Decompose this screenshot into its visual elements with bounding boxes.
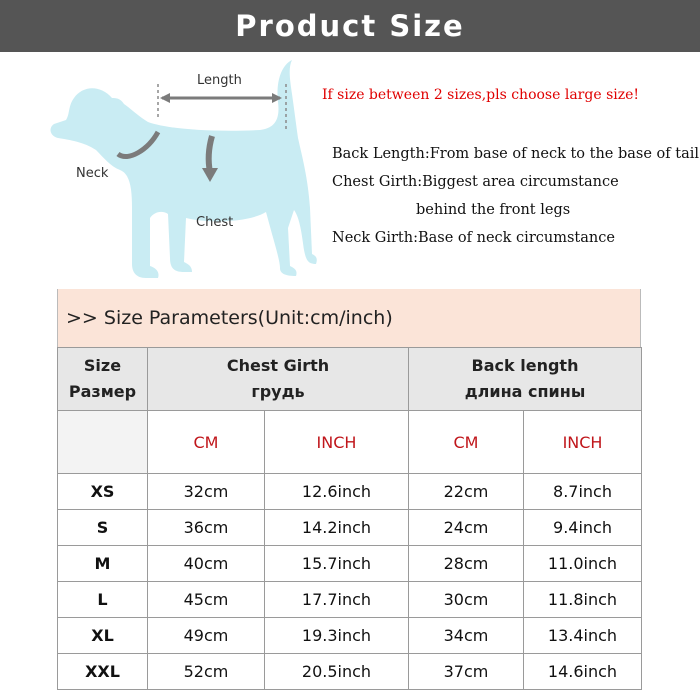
back-inch-cell: 9.4inch (524, 510, 642, 546)
page-title: Product Size (235, 9, 465, 43)
chest-cm-cell: 40cm (148, 546, 265, 582)
back-header-en: Back length (471, 356, 579, 375)
measurement-definitions (332, 140, 700, 252)
size-cell: S (58, 510, 148, 546)
chest-girth-definition-cont: behind the front legs (416, 202, 571, 218)
size-table (57, 347, 642, 690)
length-label: Length (197, 73, 242, 88)
chest-column-header (148, 348, 409, 411)
back-cm-cell: 28cm (409, 546, 524, 582)
size-cell: M (58, 546, 148, 582)
chest-inch-cell: 14.2inch (265, 510, 409, 546)
dog-diagram (40, 58, 330, 298)
chest-inch-cell: 12.6inch (265, 474, 409, 510)
unit-cell: INCH (524, 411, 642, 474)
table-row (58, 582, 642, 618)
chest-cm-cell: 49cm (148, 618, 265, 654)
size-column-header (58, 348, 148, 411)
chest-cm-cell: 45cm (148, 582, 265, 618)
table-row (58, 510, 642, 546)
chest-girth-definition: Chest Girth:Biggest area circumstance (332, 174, 619, 190)
size-cell: L (58, 582, 148, 618)
chest-label: Chest (196, 215, 234, 230)
chest-inch-cell: 15.7inch (265, 546, 409, 582)
unit-cell: CM (148, 411, 265, 474)
size-header-en: Size (83, 356, 122, 375)
back-inch-cell: 11.8inch (524, 582, 642, 618)
back-inch-cell: 8.7inch (524, 474, 642, 510)
table-row (58, 546, 642, 582)
back-cm-cell: 30cm (409, 582, 524, 618)
size-cell: XL (58, 618, 148, 654)
back-cm-cell: 37cm (409, 654, 524, 690)
size-cell: XXL (58, 654, 148, 690)
neck-girth-definition: Neck Girth:Base of neck circumstance (332, 230, 615, 246)
size-table-block (57, 289, 641, 690)
chest-inch-cell: 17.7inch (265, 582, 409, 618)
chest-header-ru: грудь (251, 382, 305, 401)
chest-cm-cell: 52cm (148, 654, 265, 690)
back-cm-cell: 22cm (409, 474, 524, 510)
table-row (58, 474, 642, 510)
back-inch-cell: 13.4inch (524, 618, 642, 654)
back-length-definition: Back Length:From base of neck to the base of tail (332, 146, 700, 162)
back-inch-cell: 11.0inch (524, 546, 642, 582)
chest-cm-cell: 32cm (148, 474, 265, 510)
table-row (58, 654, 642, 690)
unit-row (58, 411, 642, 474)
unit-cell: CM (409, 411, 524, 474)
table-caption: >> Size Parameters(Unit:cm/inch) (57, 289, 641, 347)
table-row (58, 618, 642, 654)
chest-header-en: Chest Girth (226, 356, 330, 375)
back-inch-cell: 14.6inch (524, 654, 642, 690)
back-cm-cell: 34cm (409, 618, 524, 654)
unit-blank-cell (58, 411, 148, 474)
unit-cell: INCH (265, 411, 409, 474)
size-warning: If size between 2 sizes,pls choose large size! (322, 87, 640, 103)
back-header-ru: длина спины (464, 382, 586, 401)
back-column-header (409, 348, 642, 411)
chest-inch-cell: 19.3inch (265, 618, 409, 654)
neck-label: Neck (76, 166, 109, 181)
chest-cm-cell: 36cm (148, 510, 265, 546)
chest-inch-cell: 20.5inch (265, 654, 409, 690)
size-header-ru: Размер (68, 382, 137, 401)
size-cell: XS (58, 474, 148, 510)
back-cm-cell: 24cm (409, 510, 524, 546)
table-header-row (58, 348, 642, 411)
title-banner (0, 0, 700, 52)
